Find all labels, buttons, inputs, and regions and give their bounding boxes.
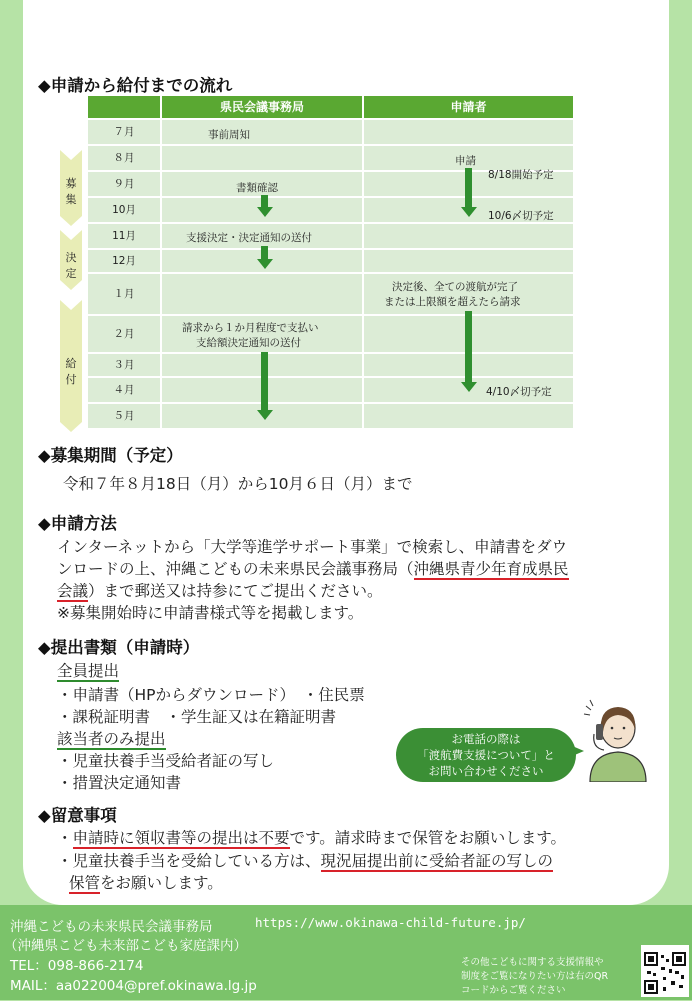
notes-line1 (57, 826, 566, 848)
all-label-text: 全員提出 (57, 662, 120, 680)
flow-row (88, 224, 573, 248)
method-line2b: 沖縄県青少年育成県民 (413, 560, 569, 578)
documents-all-line1: ・申請書（HPからダウンロード） ・住民票 (57, 686, 365, 704)
footer-tel: TEL：098-866-2174 (10, 958, 144, 974)
notes-line3a: 保管 (69, 874, 101, 892)
secretariat-cell (162, 120, 362, 144)
flow-title: ◆申請から給付までの流れ (38, 76, 233, 95)
header-secretariat: 県民会議事務局 (162, 96, 362, 118)
arrow-shaft-nov (261, 246, 268, 260)
notes-line1c: です。請求時まで保管をお願いします。 (289, 829, 567, 847)
arrow-head-aug (461, 207, 477, 217)
month-cell: ９月 (88, 172, 160, 196)
month-cell: ５月 (88, 404, 160, 428)
footer-mail[interactable]: MAIL：aa022004@pref.okinawa.lg.jp (10, 978, 257, 994)
applicant-cell (364, 120, 573, 144)
feb-secretariat-line2: 支給額決定通知の送付 (196, 337, 301, 349)
flow-row (88, 354, 573, 376)
documents-some-line2: ・措置決定通知書 (57, 774, 182, 792)
feb-secretariat-line1: 請求から１か月程度で支払い (182, 322, 319, 334)
month-cell: ４月 (88, 378, 160, 402)
month-cell: 12月 (88, 250, 160, 272)
phase-decide-label: 決定 (65, 251, 77, 280)
notes-title: ◆留意事項 (38, 806, 117, 825)
documents-title: ◆提出書類（申請時） (38, 638, 200, 657)
secretariat-cell (162, 146, 362, 170)
aug-applicant-note: 8/18開始予定 (488, 169, 554, 181)
header-month-blank (88, 96, 160, 118)
jan-applicant-line2: または上限額を超えたら請求 (384, 296, 521, 308)
phase-pay-label: 給付 (65, 357, 77, 386)
method-title: ◆申請方法 (38, 514, 117, 533)
period-title: ◆募集期間（予定） (38, 446, 183, 465)
month-cell: １月 (88, 274, 160, 314)
bubble-line2: 「渡航費支援について」と (417, 748, 555, 762)
apr-applicant-note: 4/10〆切予定 (486, 386, 552, 398)
method-line3b: ）まで郵送又は持参にてご提出ください。 (88, 582, 383, 600)
arrow-shaft-feb (261, 352, 268, 412)
jul-secretariat: 事前周知 (208, 129, 250, 141)
method-line2a: ンロードの上、沖縄こどもの未来県民会議事務局（ (57, 560, 414, 578)
applicant-cell (364, 250, 573, 272)
month-cell: ８月 (88, 146, 160, 170)
documents-some-label (57, 727, 166, 749)
notes-line3b: をお願いします。 (100, 874, 223, 892)
flow-row (88, 250, 573, 272)
bubble-line3: お問い合わせください (428, 764, 544, 778)
method-line3 (57, 579, 383, 601)
bubble-line1: お電話の際は (451, 732, 521, 746)
method-line3a: 会議 (57, 582, 89, 600)
month-cell: 10月 (88, 198, 160, 222)
period-text: 令和７年８月18日（月）から10月６日（月）まで (63, 475, 413, 493)
arrow-head-jan (461, 382, 477, 392)
notes-line3 (69, 871, 223, 893)
footer-qr-text2: 制度をご覧になりたい方は右のQR (461, 971, 609, 982)
flow-row (88, 316, 573, 352)
phone-bubble (396, 728, 576, 782)
footer-sub: （沖縄県こども未来部こども家庭課内） (4, 938, 247, 954)
applicant-cell (364, 224, 573, 248)
month-cell: ７月 (88, 120, 160, 144)
arrow-shaft-aug (465, 168, 472, 208)
documents-some-line1: ・児童扶養手当受給者証の写し (57, 752, 275, 770)
documents-all-label (57, 659, 119, 681)
notes-line2a: ・児童扶養手当を受給している方は、 (57, 852, 321, 870)
arrow-head-sep (257, 207, 273, 217)
sep-secretariat: 書類確認 (236, 182, 278, 194)
notes-line1a: ・ (57, 829, 73, 847)
secretariat-cell (162, 274, 362, 314)
method-line1: インターネットから「大学等進学サポート事業」で検索し、申請書をダウ (57, 538, 568, 556)
header-applicant: 申請者 (364, 96, 573, 118)
arrow-head-feb (257, 410, 273, 420)
some-label-text: 該当者のみ提出 (57, 730, 166, 748)
method-line4: ※募集開始時に申請書様式等を掲載します。 (57, 604, 364, 622)
aug-applicant: 申請 (455, 155, 476, 167)
notes-line2 (57, 849, 553, 871)
flow-row (88, 120, 573, 144)
footer-qr-text3: コードからご覧ください (461, 985, 566, 996)
arrow-shaft-jan (465, 311, 472, 383)
oct-applicant-note: 10/6〆切予定 (488, 210, 554, 222)
notes-line1b: 申請時に領収書等の提出は不要 (72, 829, 290, 847)
nov-secretariat: 支援決定・決定通知の送付 (186, 232, 312, 244)
person-on-phone-icon (582, 698, 654, 782)
month-cell: 11月 (88, 224, 160, 248)
month-cell: ３月 (88, 354, 160, 376)
flow-row (88, 404, 573, 428)
qr-code-icon[interactable] (641, 945, 689, 997)
phase-recruit-label: 募集 (65, 177, 77, 206)
month-cell: ２月 (88, 316, 160, 352)
documents-all-line2: ・課税証明書 ・学生証又は在籍証明書 (57, 708, 337, 726)
method-line2 (57, 557, 569, 579)
jan-applicant-line1: 決定後、全ての渡航が完了 (392, 281, 518, 293)
footer-org: 沖縄こどもの未来県民会議事務局 (10, 919, 213, 935)
arrow-head-nov (257, 259, 273, 269)
applicant-cell (364, 404, 573, 428)
notes-line2b: 現況届提出前に受給者証の写しの (320, 852, 554, 870)
footer-qr-text1: その他こどもに関する支援情報や (461, 957, 604, 968)
footer-url[interactable]: https://www.okinawa-child-future.jp/ (255, 915, 526, 930)
